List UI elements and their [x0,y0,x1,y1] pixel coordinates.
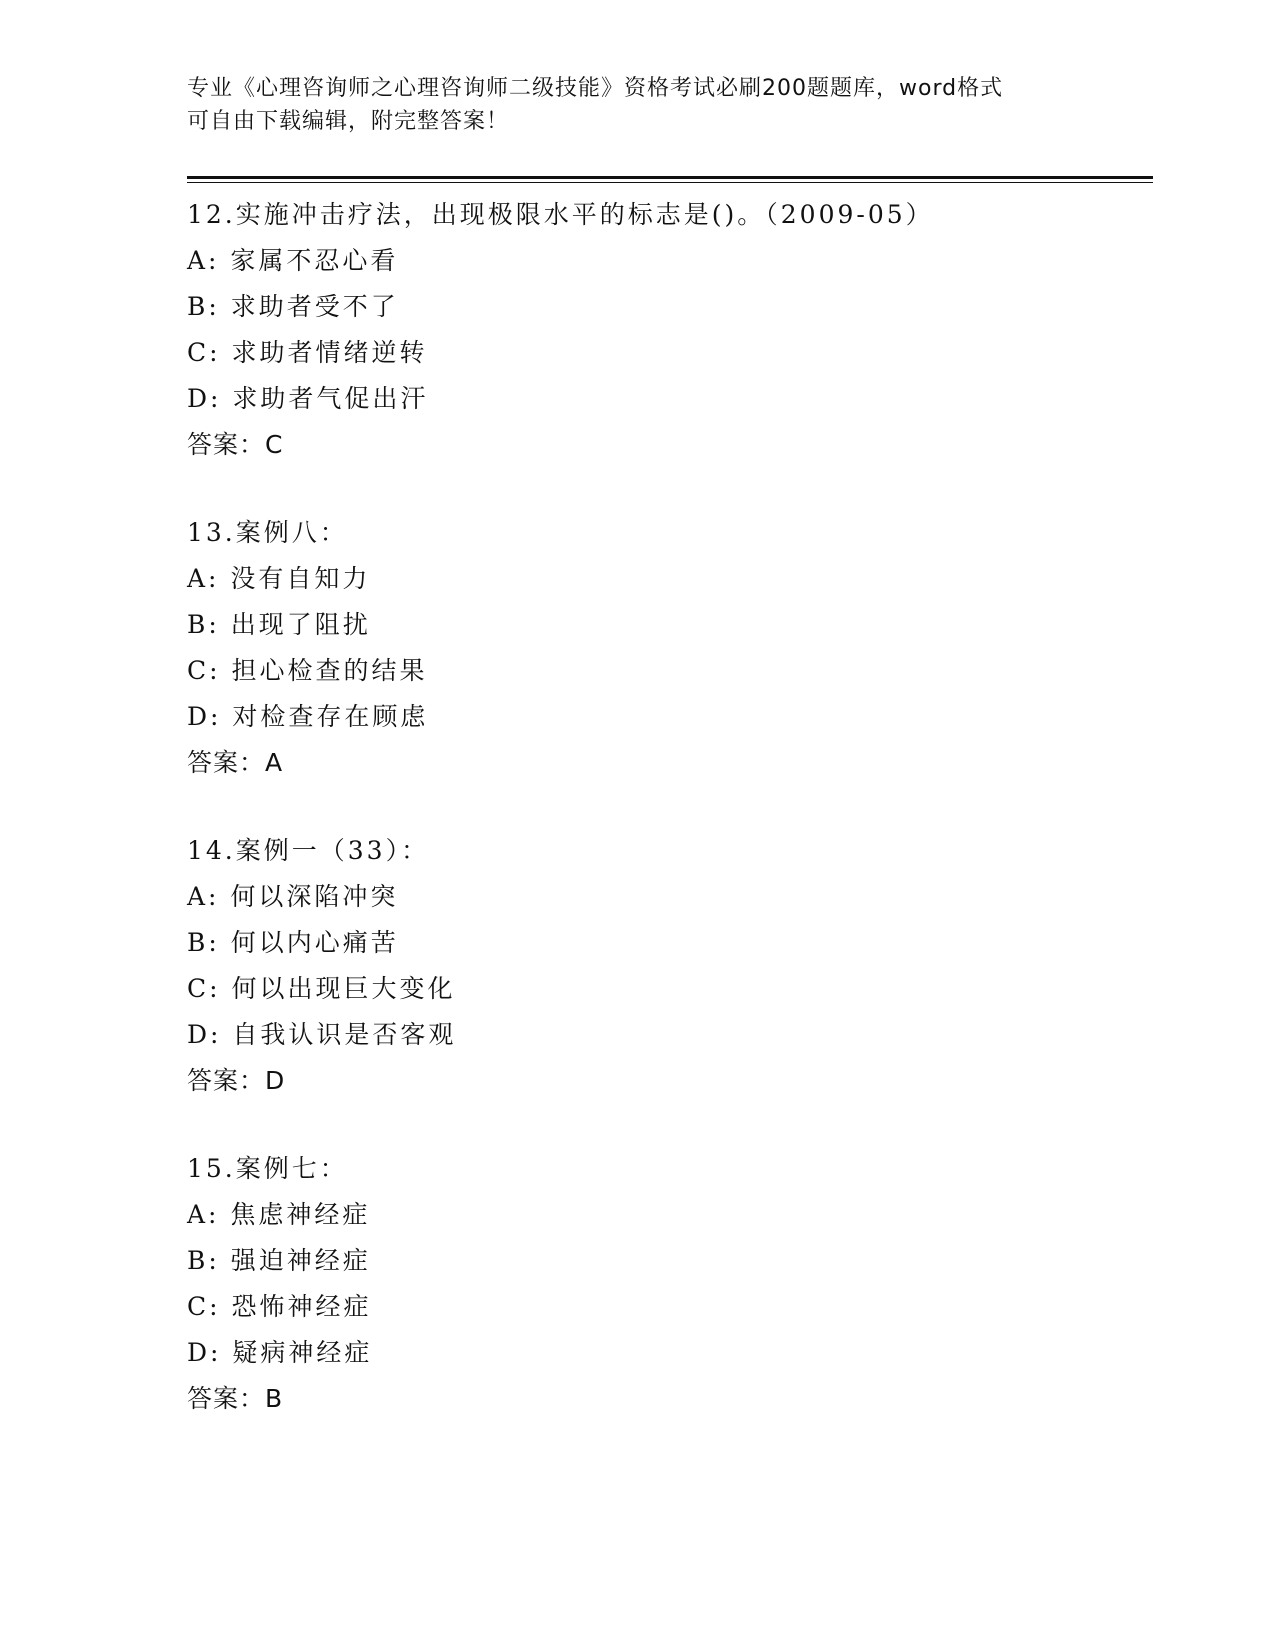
question-stem: 12.实施冲击疗法，出现极限水平的标志是()。（2009-05） [187,200,934,229]
question-14 [187,828,1147,1104]
header-divider-thin [187,182,1153,183]
header-divider-thick [187,176,1153,179]
question-list [187,192,1147,1464]
header-line-2: 可自由下载编辑，附完整答案！ [187,109,510,134]
option-a: A: 家属不忍心看 [187,246,399,275]
answer-line: 答案：B [187,1384,284,1413]
question-stem: 15.案例七： [187,1154,348,1183]
answer-line: 答案：C [187,430,284,459]
option-d: D: 疑病神经症 [187,1338,373,1367]
question-13 [187,510,1147,786]
option-c: C: 恐怖神经症 [187,1292,372,1321]
answer-line: 答案：A [187,748,284,777]
option-c: C: 求助者情绪逆转 [187,338,428,367]
document-header [187,72,1087,138]
option-a: A: 何以深陷冲突 [187,882,399,911]
option-b: B: 何以内心痛苦 [187,928,399,957]
question-stem: 14.案例一（33）： [187,836,430,865]
option-b: B: 强迫神经症 [187,1246,371,1275]
answer-line: 答案：D [187,1066,286,1095]
option-c: C: 何以出现巨大变化 [187,974,456,1003]
question-stem: 13.案例八： [187,518,348,547]
option-b: B: 出现了阻扰 [187,610,371,639]
option-a: A: 没有自知力 [187,564,371,593]
option-d: D: 求助者气促出汗 [187,384,429,413]
option-d: D: 对检查存在顾虑 [187,702,429,731]
option-b: B: 求助者受不了 [187,292,399,321]
header-line-1: 专业《心理咨询师之心理咨询师二级技能》资格考试必刷200题题库，word格式 [187,76,1004,101]
question-12 [187,192,1147,468]
question-15 [187,1146,1147,1422]
option-d: D: 自我认识是否客观 [187,1020,457,1049]
option-c: C: 担心检查的结果 [187,656,428,685]
option-a: A: 焦虑神经症 [187,1200,371,1229]
